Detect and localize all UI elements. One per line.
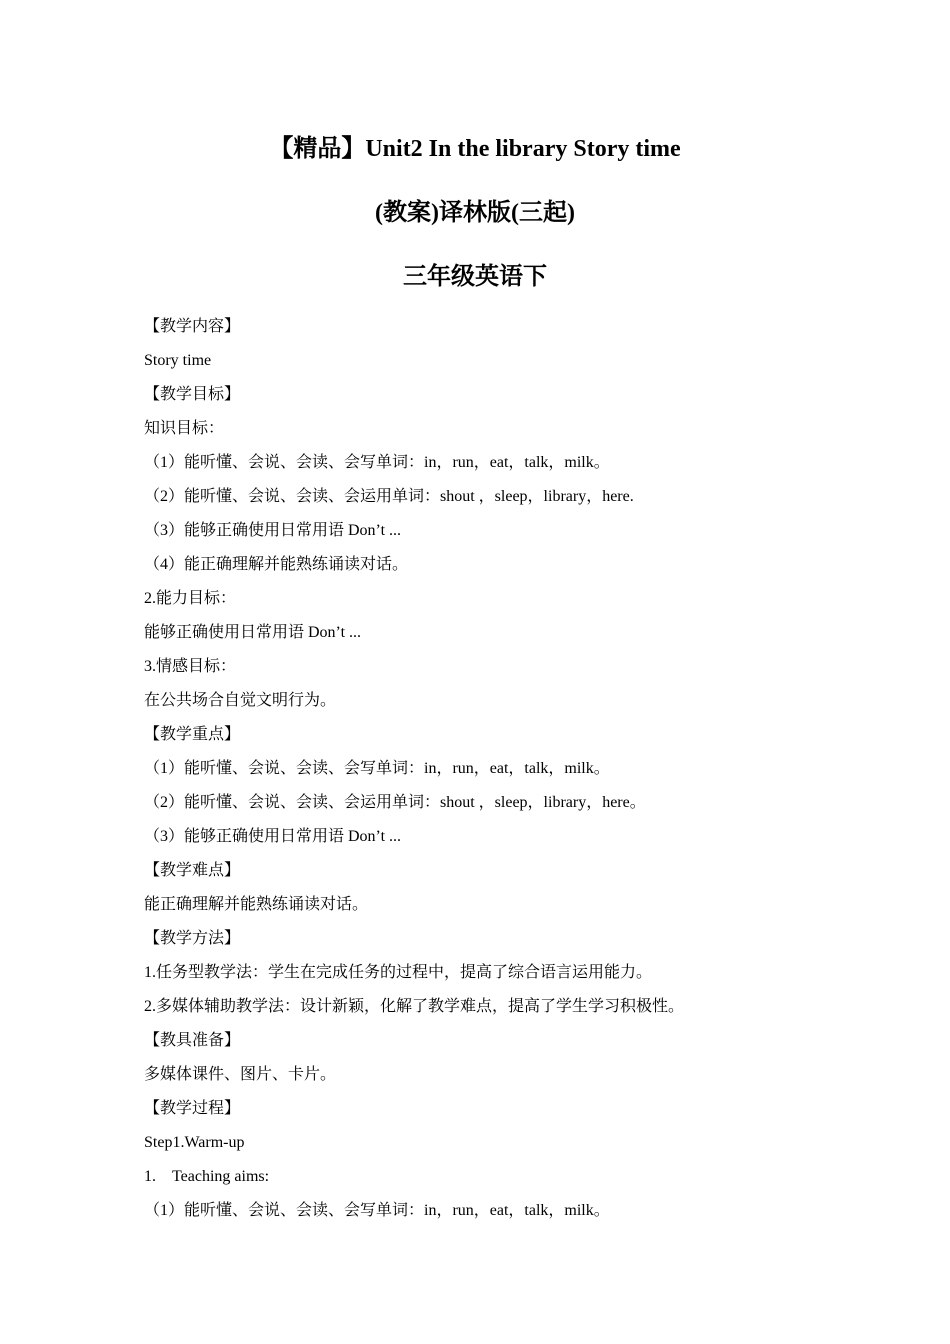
list-item: （1）能听懂、会说、会读、会写单词：in，run，eat，talk，milk。 [144, 454, 610, 471]
title-line-1: 【精品】Unit2 In the library Story time [269, 136, 681, 162]
paragraph: 3.情感目标： [144, 658, 237, 675]
list-item: （1）能听懂、会说、会读、会写单词：in，run，eat，talk，milk。 [144, 1202, 610, 1219]
document-body [144, 314, 844, 1232]
paragraph: 能够正确使用日常用语 Don’t ... [144, 624, 362, 641]
section-heading-process: 【教学过程】 [144, 1100, 241, 1117]
list-item: （3）能够正确使用日常用语 Don’t ... [144, 522, 402, 539]
list-item: （2）能听懂、会说、会读、会运用单词：shout ，sleep，library，here. [144, 488, 634, 505]
title-line-3: 三年级英语下 [403, 264, 547, 290]
numbered-item [144, 1164, 844, 1198]
paragraph: Story time [144, 352, 212, 369]
section-heading-content: 【教学内容】 [144, 318, 241, 335]
list-item: （3）能够正确使用日常用语 Don’t ... [144, 828, 402, 845]
paragraph: Step1.Warm-up [144, 1134, 245, 1151]
section-heading-key-points: 【教学重点】 [144, 726, 241, 743]
paragraph: 多媒体课件、图片、卡片。 [144, 1066, 337, 1083]
section-heading-objectives: 【教学目标】 [144, 386, 241, 403]
list-item: （4）能正确理解并能熟练诵读对话。 [144, 556, 409, 573]
list-item: （2）能听懂、会说、会读、会运用单词：shout ，sleep，library，here。 [144, 794, 646, 811]
paragraph: 能正确理解并能熟练诵读对话。 [144, 896, 369, 913]
list-item: 1.任务型教学法：学生在完成任务的过程中，提高了综合语言运用能力。 [144, 964, 653, 981]
section-heading-methods: 【教学方法】 [144, 930, 241, 947]
paragraph: 在公共场合自觉文明行为。 [144, 692, 337, 709]
section-heading-difficulties: 【教学难点】 [144, 862, 241, 879]
title-line-2: (教案)译林版(三起) [375, 200, 575, 226]
paragraph: 2.能力目标： [144, 590, 237, 607]
numbered-item-text: Teaching aims: [172, 1168, 270, 1185]
section-heading-materials: 【教具准备】 [144, 1032, 241, 1049]
list-item: 2.多媒体辅助教学法：设计新颖，化解了教学难点，提高了学生学习积极性。 [144, 998, 685, 1015]
numbered-item-number: 1. [144, 1168, 156, 1185]
list-item: （1）能听懂、会说、会读、会写单词：in，run，eat，talk，milk。 [144, 760, 610, 777]
paragraph: 知识目标： [144, 420, 225, 437]
